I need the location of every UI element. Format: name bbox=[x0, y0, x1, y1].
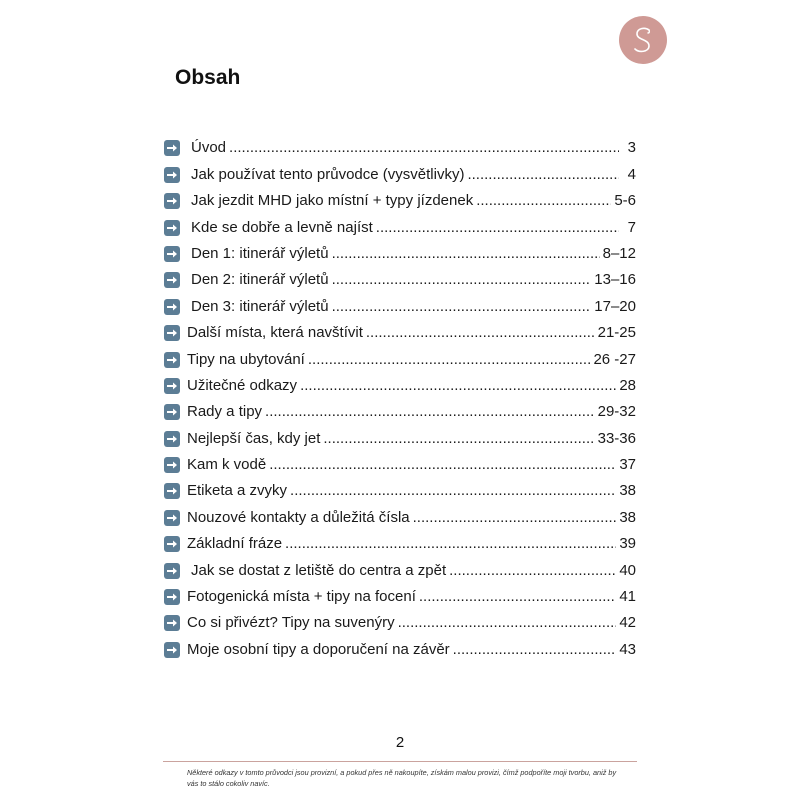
right-arrow-icon bbox=[164, 299, 180, 315]
dot-leader bbox=[366, 324, 595, 342]
dot-leader bbox=[229, 139, 619, 157]
toc-entry[interactable] bbox=[164, 210, 636, 236]
toc-entry-page: 40 bbox=[619, 561, 636, 579]
dot-leader bbox=[449, 562, 616, 580]
toc-entry[interactable] bbox=[164, 553, 636, 579]
brand-logo bbox=[619, 16, 667, 64]
script-s-icon bbox=[619, 16, 667, 64]
toc-entry-page: 7 bbox=[627, 218, 636, 236]
toc-entry-label: Úvod bbox=[191, 139, 227, 157]
dot-leader bbox=[413, 509, 617, 527]
right-arrow-icon bbox=[164, 615, 180, 631]
toc-entry-page: 5-6 bbox=[614, 192, 636, 210]
page-title: Obsah bbox=[175, 66, 241, 89]
toc-entry[interactable] bbox=[164, 395, 636, 421]
toc-entry-page: 42 bbox=[619, 614, 636, 632]
dot-leader bbox=[323, 430, 594, 448]
toc-entry-label: Kam k vodě bbox=[187, 456, 267, 474]
toc-entry[interactable] bbox=[164, 527, 636, 553]
toc-entry-label: Fotogenická místa + tipy na focení bbox=[187, 588, 416, 606]
toc-entry-label: Tipy na ubytování bbox=[187, 350, 305, 368]
toc-entry-label: Rady a tipy bbox=[187, 403, 263, 421]
right-arrow-icon bbox=[164, 483, 180, 499]
toc-entry[interactable] bbox=[164, 263, 636, 289]
toc-entry[interactable] bbox=[164, 448, 636, 474]
toc-entry-label: Nejlepší čas, kdy jet bbox=[187, 429, 321, 447]
right-arrow-icon bbox=[164, 431, 180, 447]
toc-entry-label: Den 3: itinerář výletů bbox=[191, 297, 329, 315]
toc-entry-label: Další místa, která navštívit bbox=[187, 324, 363, 342]
right-arrow-icon bbox=[164, 563, 180, 579]
toc-entry-page: 8–12 bbox=[602, 244, 636, 262]
toc-entry-page: 38 bbox=[619, 508, 636, 526]
toc-entry[interactable] bbox=[164, 316, 636, 342]
affiliate-footnote: Některé odkazy v tomto průvodci jsou provizní, a pokud přes ně nakoupíte, získám malou provizi, čímž podpoříte moji tvorbu, aniž by vás to stálo cokoliv navíc. bbox=[187, 768, 617, 788]
toc-entry-label: Den 1: itinerář výletů bbox=[191, 244, 329, 262]
dot-leader bbox=[332, 271, 592, 289]
toc-entry-page: 28 bbox=[619, 376, 636, 394]
dot-leader bbox=[265, 403, 595, 421]
toc-entry-label: Etiketa a zvyky bbox=[187, 482, 288, 500]
right-arrow-icon bbox=[164, 246, 180, 262]
toc-entry-page: 4 bbox=[627, 165, 636, 183]
dot-leader bbox=[290, 482, 616, 500]
toc-entry[interactable] bbox=[164, 632, 636, 658]
toc-entry-page: 29-32 bbox=[597, 403, 636, 421]
toc-entry-page: 17–20 bbox=[594, 297, 636, 315]
table-of-contents bbox=[164, 131, 636, 659]
toc-entry-label: Jak se dostat z letiště do centra a zpět bbox=[191, 561, 447, 579]
right-arrow-icon bbox=[164, 140, 180, 156]
dot-leader bbox=[419, 588, 616, 606]
toc-entry-page: 39 bbox=[619, 535, 636, 553]
toc-entry-page: 38 bbox=[619, 482, 636, 500]
toc-entry-page: 26 -27 bbox=[593, 350, 636, 368]
toc-entry[interactable] bbox=[164, 421, 636, 447]
toc-entry[interactable] bbox=[164, 237, 636, 263]
toc-entry-page: 43 bbox=[619, 640, 636, 658]
toc-entry[interactable] bbox=[164, 184, 636, 210]
dot-leader bbox=[476, 192, 611, 210]
page-number: 2 bbox=[395, 734, 405, 751]
dot-leader bbox=[269, 456, 616, 474]
toc-entry[interactable] bbox=[164, 131, 636, 157]
toc-entry-label: Jak jezdit MHD jako místní + typy jízdenek bbox=[191, 192, 474, 210]
toc-entry-label: Moje osobní tipy a doporučení na závěr bbox=[187, 640, 450, 658]
dot-leader bbox=[467, 166, 619, 184]
toc-entry[interactable] bbox=[164, 474, 636, 500]
toc-entry-label: Nouzové kontakty a důležitá čísla bbox=[187, 508, 410, 526]
right-arrow-icon bbox=[164, 589, 180, 605]
right-arrow-icon bbox=[164, 220, 180, 236]
right-arrow-icon bbox=[164, 272, 180, 288]
toc-entry[interactable] bbox=[164, 500, 636, 526]
toc-entry-label: Jak používat tento průvodce (vysvětlivky) bbox=[191, 165, 465, 183]
right-arrow-icon bbox=[164, 378, 180, 394]
right-arrow-icon bbox=[164, 167, 180, 183]
right-arrow-icon bbox=[164, 352, 180, 368]
right-arrow-icon bbox=[164, 457, 180, 473]
right-arrow-icon bbox=[164, 642, 180, 658]
right-arrow-icon bbox=[164, 404, 180, 420]
right-arrow-icon bbox=[164, 536, 180, 552]
footer-divider bbox=[163, 761, 637, 762]
toc-entry-page: 21-25 bbox=[597, 324, 636, 342]
toc-entry-label: Základní fráze bbox=[187, 535, 283, 553]
toc-entry-label: Co si přivézt? Tipy na suvenýry bbox=[187, 614, 395, 632]
toc-entry-page: 41 bbox=[619, 588, 636, 606]
toc-entry[interactable] bbox=[164, 606, 636, 632]
toc-entry[interactable] bbox=[164, 342, 636, 368]
toc-entry-page: 37 bbox=[619, 456, 636, 474]
toc-entry-label: Kde se dobře a levně najíst bbox=[191, 218, 373, 236]
toc-entry-label: Užitečné odkazy bbox=[187, 376, 298, 394]
dot-leader bbox=[308, 351, 591, 369]
toc-entry[interactable] bbox=[164, 369, 636, 395]
toc-entry[interactable] bbox=[164, 157, 636, 183]
toc-entry-page: 3 bbox=[627, 139, 636, 157]
toc-entry-label: Den 2: itinerář výletů bbox=[191, 271, 329, 289]
dot-leader bbox=[285, 535, 616, 553]
dot-leader bbox=[453, 641, 617, 659]
right-arrow-icon bbox=[164, 325, 180, 341]
dot-leader bbox=[332, 245, 600, 263]
dot-leader bbox=[376, 219, 619, 237]
toc-entry[interactable] bbox=[164, 289, 636, 315]
right-arrow-icon bbox=[164, 193, 180, 209]
toc-entry[interactable] bbox=[164, 580, 636, 606]
dot-leader bbox=[332, 298, 592, 316]
dot-leader bbox=[398, 614, 617, 632]
dot-leader bbox=[300, 377, 616, 395]
toc-entry-page: 33-36 bbox=[597, 429, 636, 447]
toc-entry-page: 13–16 bbox=[594, 271, 636, 289]
right-arrow-icon bbox=[164, 510, 180, 526]
